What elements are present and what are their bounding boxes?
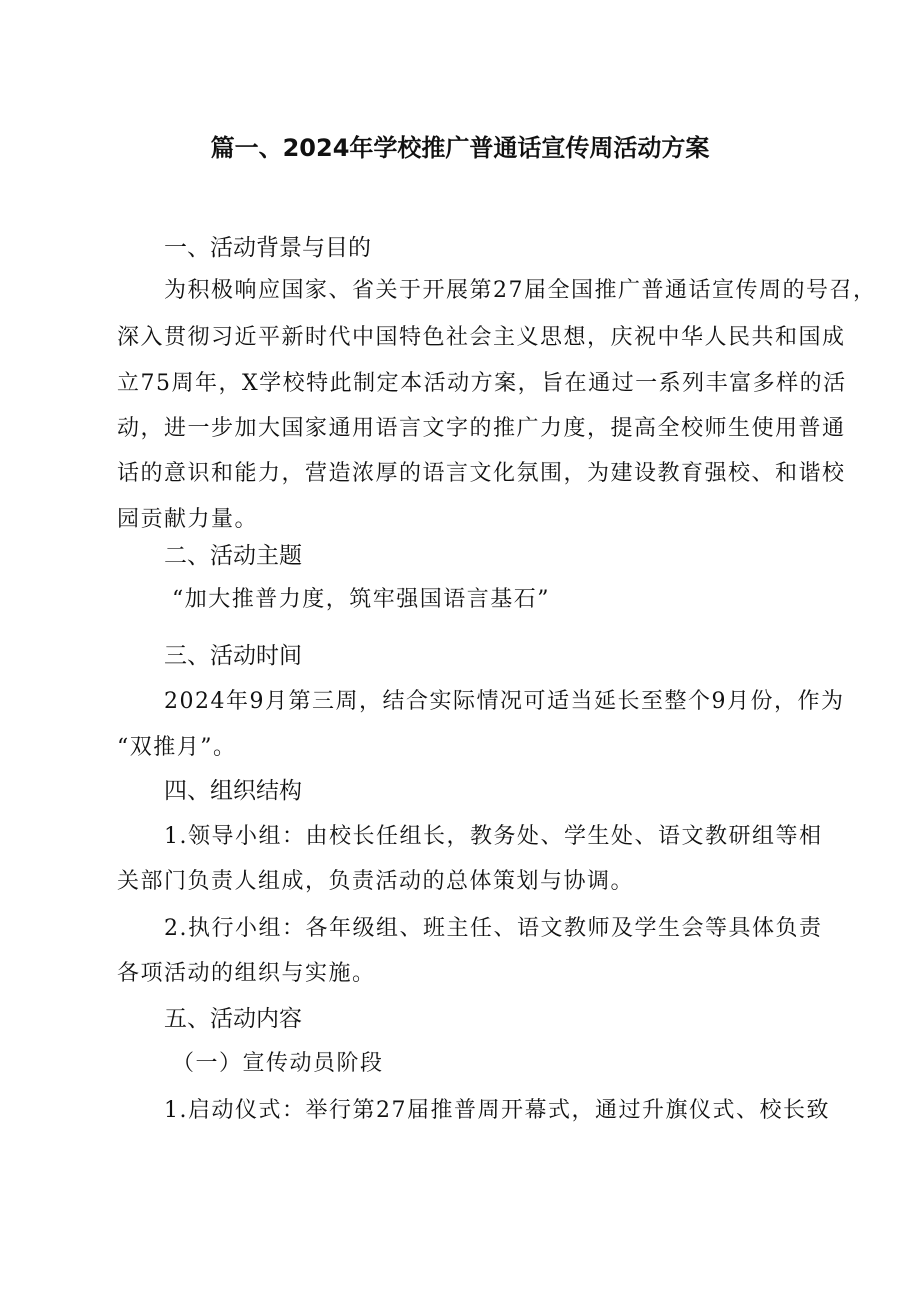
section-heading-theme: 二、活动主题 (164, 543, 302, 569)
paragraph-line: 1.启动仪式：举行第27届推普周开幕式，通过升旗仪式、校长致 (164, 1098, 830, 1123)
paragraph-line: 动，进一步加大国家通用语言文字的推广力度，提高全校师生使用普通 (117, 416, 846, 441)
section-heading-time: 三、活动时间 (164, 643, 302, 669)
paragraph-line: 园贡献力量。 (117, 507, 259, 532)
paragraph-line: 各项活动的组织与实施。 (117, 961, 376, 986)
paragraph-line: 关部门负责人组成，负责活动的总体策划与协调。 (117, 869, 635, 894)
subsection-heading: （一）宣传动员阶段 (172, 1051, 384, 1076)
paragraph-line: 2.执行小组：各年级组、班主任、语文教师及学生会等具体负责 (164, 916, 823, 941)
document-title: 篇一、2024年学校推广普通话宣传周活动方案 (210, 134, 710, 162)
section-heading-background: 一、活动背景与目的 (164, 235, 371, 261)
paragraph-line: 话的意识和能力，营造浓厚的语言文化氛围，为建设教育强校、和谐校 (117, 461, 846, 486)
paragraph-line: 立75周年，X学校特此制定本活动方案，旨在通过一系列丰富多样的活 (117, 371, 847, 396)
paragraph-line: 为积极响应国家、省关于开展第27届全国推广普通话宣传周的号召， (164, 278, 877, 303)
theme-slogan: “加大推普力度，筑牢强国语言基石” (172, 587, 550, 612)
paragraph-line: “双推月”。 (117, 735, 237, 760)
paragraph-line: 2024年9月第三周，结合实际情况可适当延长至整个9月份，作为 (164, 689, 845, 714)
section-heading-content: 五、活动内容 (164, 1006, 302, 1032)
paragraph-line: 深入贯彻习近平新时代中国特色社会主义思想，庆祝中华人民共和国成 (117, 325, 846, 350)
section-heading-organization: 四、组织结构 (164, 778, 302, 804)
paragraph-line: 1.领导小组：由校长任组长，教务处、学生处、语文教研组等相 (164, 824, 823, 849)
